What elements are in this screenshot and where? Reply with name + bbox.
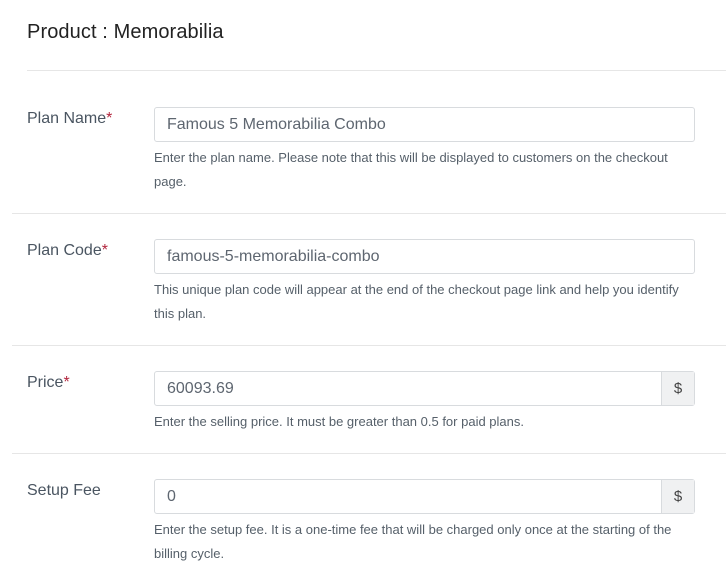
price-label-text: Price	[27, 374, 64, 391]
plan-code-label-text: Plan Code	[27, 242, 102, 259]
setup-fee-help: Enter the setup fee. It is a one-time fee that will be charged only once at the starting of the billing cycle.	[154, 522, 672, 561]
row-divider	[12, 345, 726, 346]
required-mark: *	[101, 242, 108, 259]
price-input[interactable]	[155, 372, 661, 405]
plan-name-label-text: Plan Name	[27, 110, 107, 127]
plan-name-label	[27, 110, 112, 128]
plan-code-label	[27, 242, 108, 260]
plan-name-help: Enter the plan name. Please note that this will be displayed to customers on the checkout page.	[154, 150, 668, 189]
setup-fee-label	[27, 482, 101, 500]
setup-fee-field[interactable]	[154, 479, 695, 514]
required-mark: *	[63, 374, 70, 391]
plan-name-input[interactable]	[155, 108, 694, 141]
setup-fee-input[interactable]	[155, 480, 661, 513]
plan-code-field[interactable]	[154, 239, 695, 274]
price-label	[27, 374, 70, 392]
setup-fee-currency-addon: $	[661, 480, 694, 513]
row-divider	[12, 213, 726, 214]
page-title: Product : Memorabilia	[27, 21, 224, 43]
plan-name-field[interactable]	[154, 107, 695, 142]
plan-code-help: This unique plan code will appear at the end of the checkout page link and help you identify this plan.	[154, 282, 679, 321]
required-mark: *	[106, 110, 113, 127]
setup-fee-label-text: Setup Fee	[27, 482, 101, 499]
price-currency-addon: $	[661, 372, 694, 405]
row-divider	[12, 453, 726, 454]
header-divider	[27, 70, 726, 71]
price-field[interactable]	[154, 371, 695, 406]
plan-code-input[interactable]	[155, 240, 694, 273]
price-help: Enter the selling price. It must be greater than 0.5 for paid plans.	[154, 414, 524, 429]
